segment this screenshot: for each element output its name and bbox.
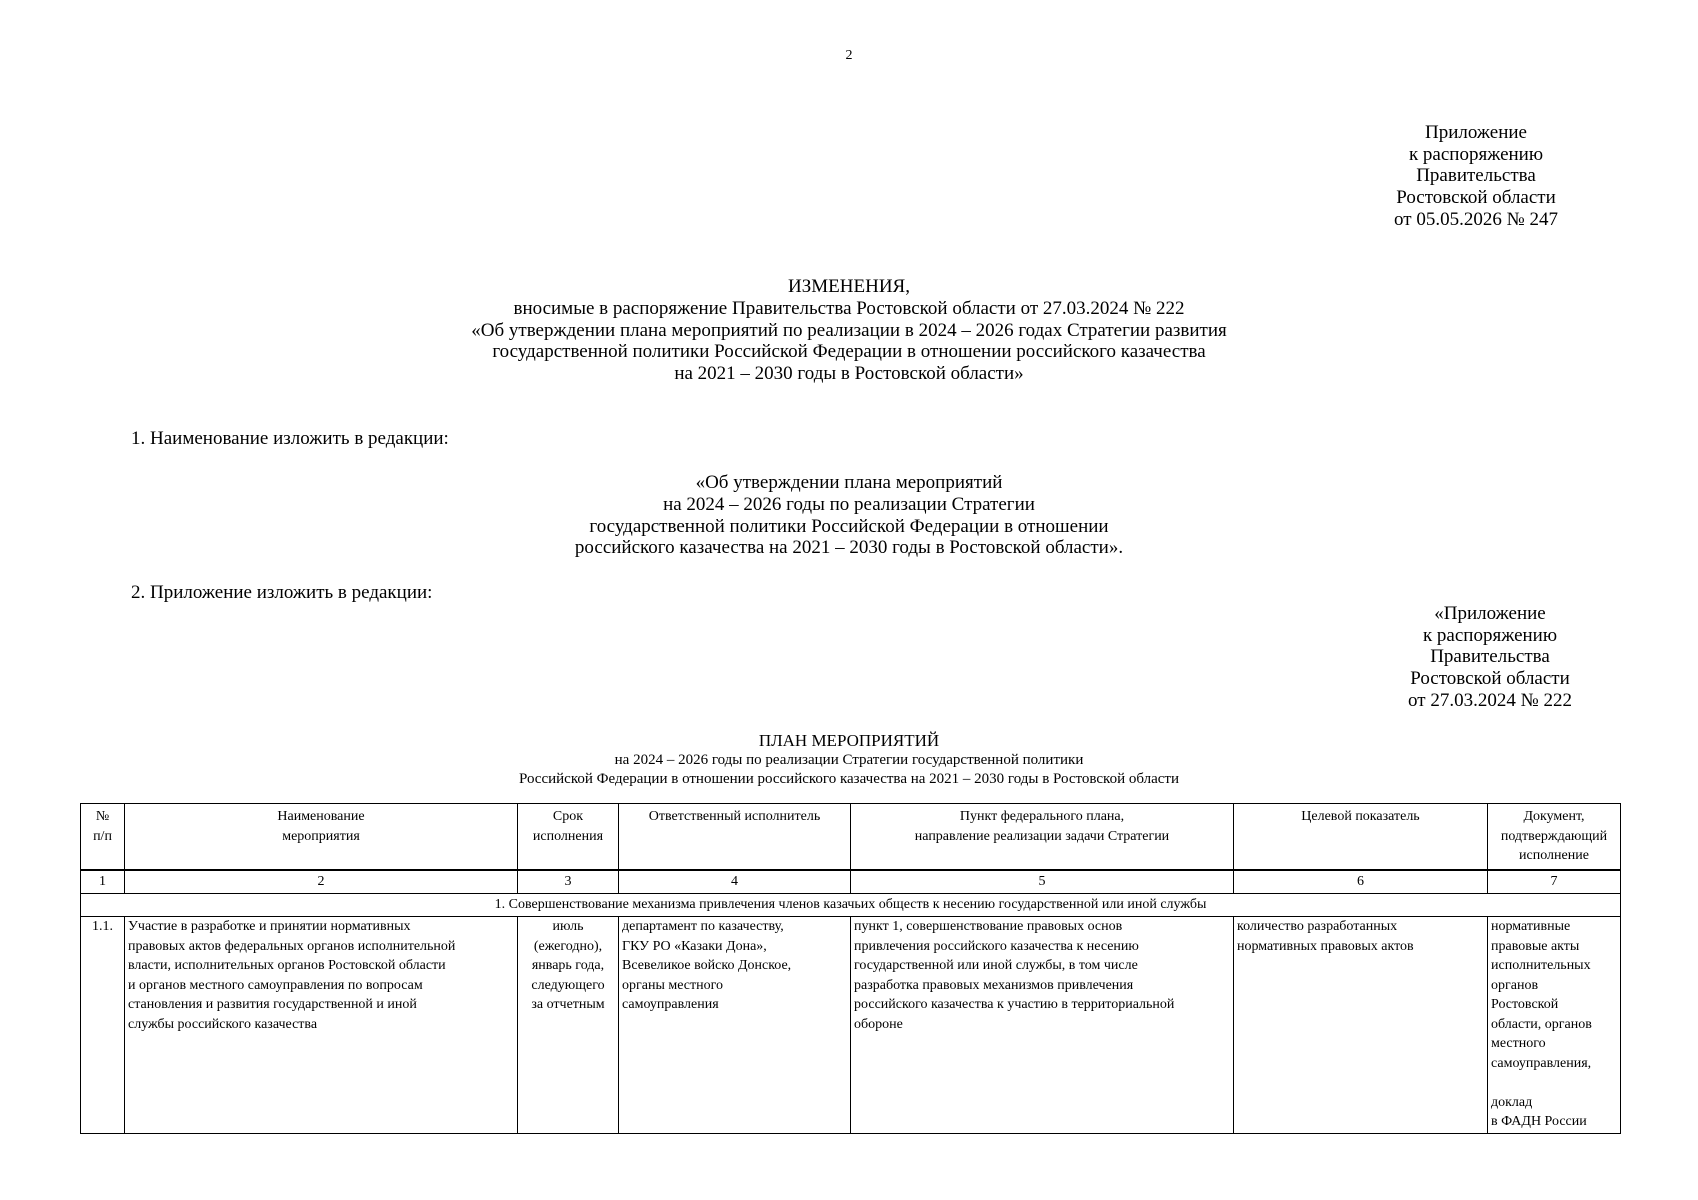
plan-title-heading: ПЛАН МЕРОПРИЯТИЙ: [758, 731, 940, 750]
cell-line: Ответственный исполнитель: [648, 809, 821, 824]
row-document: [1488, 917, 1621, 1134]
new-name-line: на 2024 – 2026 годы по реализации Стратегии: [663, 493, 1035, 515]
cell-line: [1491, 1073, 1617, 1093]
cell-line: местного: [1491, 1036, 1546, 1051]
header-federal-plan: [851, 804, 1234, 871]
cell-line: исполнения: [532, 828, 604, 844]
changes-title-line: государственной политики Российской Федерации в отношении российского казачества: [492, 341, 1206, 363]
cell-line: департамент по казачеству,: [622, 919, 784, 934]
cell-line: исполнение: [1519, 848, 1589, 863]
cell-line: правовых актов федеральных органов исполнительной: [128, 938, 456, 954]
header-term: [518, 804, 619, 871]
cell-line: доклад: [1491, 1094, 1533, 1110]
plan-table: [80, 803, 1621, 1134]
cell-line: Ростовской: [1491, 997, 1559, 1012]
cell-line: июль: [552, 919, 584, 934]
new-name-line: «Об утверждении плана мероприятий: [695, 472, 1003, 493]
changes-title-line: «Об утверждении плана мероприятий по реализации в 2024 – 2026 годах Стратегии развития: [471, 319, 1227, 341]
section-row: [81, 894, 1621, 917]
section-title: 1. Совершенствование механизма привлечения членов казачьих обществ к несению государственной или иной службы: [81, 894, 1621, 917]
cell-line: мероприятия: [282, 828, 360, 844]
changes-title-line: вносимые в распоряжение Правительства Ростовской области от 27.03.2024 № 222: [513, 297, 1185, 319]
row-num: 1.1.: [81, 917, 125, 1134]
plan-title: [0, 731, 1698, 789]
appendix-line: от 05.05.2026 № 247: [1394, 208, 1558, 230]
column-number: 6: [1234, 870, 1488, 894]
changes-title-line: на 2021 – 2030 годы в Ростовской области»: [674, 363, 1024, 385]
cell-line: в ФАДН России: [1491, 1114, 1587, 1129]
appendix-line: Правительства: [1430, 646, 1550, 668]
cell-line: исполнительных: [1491, 958, 1591, 973]
column-numbers-row: [81, 870, 1621, 894]
section-1-heading: 1. Наименование изложить в редакции:: [131, 428, 449, 449]
cell-line: Целевой показатель: [1301, 809, 1420, 824]
cell-line: подтверждающий: [1500, 828, 1608, 844]
appendix-header-bottom: [1362, 603, 1618, 712]
changes-title: [0, 276, 1698, 385]
column-number: 1: [81, 870, 125, 894]
table-row: [81, 917, 1621, 1134]
changes-title-line: ИЗМЕНЕНИЯ,: [788, 276, 910, 297]
cell-line: нормативных правовых актов: [1237, 938, 1414, 954]
cell-line: (ежегодно),: [533, 938, 603, 954]
cell-line: ГКУ РО «Казаки Дона»,: [622, 938, 767, 954]
section-2-heading: 2. Приложение изложить в редакции:: [131, 582, 433, 603]
cell-line: государственной или иной службы, в том числе: [854, 958, 1138, 973]
cell-line: привлечения российского казачества к несению: [854, 938, 1139, 954]
cell-line: разработка правовых механизмов привлечения: [854, 977, 1134, 993]
plan-title-line: на 2024 – 2026 годы по реализации Стратегии государственной политики: [614, 752, 1084, 768]
plan-title-line: Российской Федерации в отношении российского казачества на 2021 – 2030 годы в Ростовской области: [518, 771, 1180, 787]
appendix-line: от 27.03.2024 № 222: [1408, 689, 1572, 711]
cell-line: Участие в разработке и принятии нормативных: [128, 919, 411, 934]
cell-line: обороне: [854, 1016, 903, 1032]
cell-line: власти, исполнительных органов Ростовской области: [128, 958, 446, 973]
appendix-line: к распоряжению: [1422, 624, 1558, 646]
cell-line: п/п: [93, 828, 112, 844]
cell-line: нормативные: [1491, 919, 1571, 934]
row-federal-plan: [851, 917, 1234, 1134]
cell-line: январь года,: [531, 958, 605, 973]
header-name: [125, 804, 518, 871]
cell-line: Документ,: [1523, 809, 1585, 824]
header-document: [1488, 804, 1621, 871]
cell-line: самоуправления,: [1491, 1055, 1592, 1071]
column-number: 3: [518, 870, 619, 894]
appendix-line: Ростовской области: [1396, 187, 1556, 209]
column-number: 2: [125, 870, 518, 894]
column-number: 4: [619, 870, 851, 894]
cell-line: за отчетным: [531, 997, 605, 1012]
appendix-line: Ростовской области: [1410, 668, 1570, 690]
appendix-line: «Приложение: [1434, 603, 1546, 624]
appendix-line: Приложение: [1425, 122, 1527, 143]
cell-line: самоуправления: [622, 997, 719, 1012]
cell-line: Всевеликое войско Донское,: [622, 958, 792, 973]
header-indicator: [1234, 804, 1488, 871]
row-indicator: [1234, 917, 1488, 1134]
cell-line: российского казачества к участию в территориальной: [854, 997, 1175, 1012]
header-num: [81, 804, 125, 871]
cell-line: органы местного: [622, 977, 723, 993]
cell-line: области, органов: [1491, 1016, 1592, 1032]
header-executor: [619, 804, 851, 871]
cell-line: количество разработанных: [1237, 919, 1398, 934]
cell-line: направление реализации задачи Стратегии: [914, 828, 1170, 844]
row-executor: [619, 917, 851, 1134]
cell-line: правовые акты: [1491, 938, 1580, 954]
page-number: 2: [845, 48, 853, 63]
cell-line: Пункт федерального плана,: [959, 809, 1125, 824]
appendix-line: Правительства: [1416, 165, 1536, 187]
cell-line: Наименование: [277, 809, 365, 824]
appendix-line: к распоряжению: [1408, 143, 1544, 165]
new-name-text: [0, 472, 1698, 559]
cell-line: пункт 1, совершенствование правовых основ: [854, 919, 1123, 934]
column-number: 5: [851, 870, 1234, 894]
cell-line: следующего: [531, 977, 605, 993]
appendix-header-top: [1346, 122, 1606, 231]
column-number: 7: [1488, 870, 1621, 894]
new-name-line: российского казачества на 2021 – 2030 годы в Ростовской области».: [574, 537, 1124, 559]
table-header-row: [81, 804, 1621, 871]
row-term: [518, 917, 619, 1134]
cell-line: службы российского казачества: [128, 1016, 318, 1032]
cell-line: №: [95, 809, 110, 824]
cell-line: и органов местного самоуправления по вопросам: [128, 977, 423, 993]
cell-line: Срок: [552, 809, 584, 824]
cell-line: становления и развития государственной и иной: [128, 997, 417, 1012]
new-name-line: государственной политики Российской Федерации в отношении: [589, 515, 1109, 537]
cell-line: органов: [1491, 977, 1539, 993]
row-name: [125, 917, 518, 1134]
